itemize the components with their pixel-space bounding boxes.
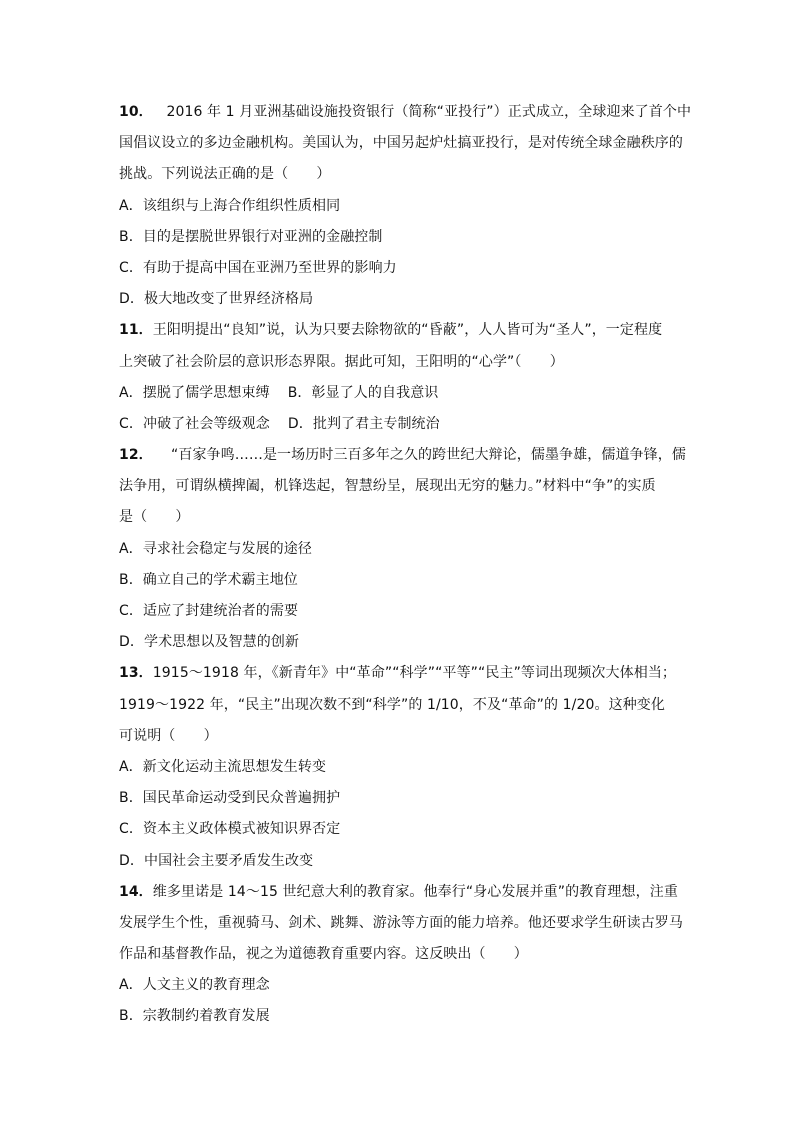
- stem-line: 14．维多里诺是 14～15 世纪意大利的教育家。他奉行“身心发展并重”的教育理想，注重: [119, 883, 678, 900]
- option-d: D．批判了君主专制统治: [287, 415, 440, 432]
- question-list: [119, 97, 692, 1033]
- option-d: D．中国社会主要矛盾发生改变: [119, 852, 314, 869]
- stem-line: 11．王阳明提出“良知”说，认为只要去除物欲的“昏蔽”，人人皆可为“圣人”，一定程度: [119, 322, 663, 339]
- option-b: B．宗教制约着教育发展: [119, 1008, 270, 1025]
- question-14-stem: [119, 877, 683, 971]
- stem-line: 1919～1922 年，“民主”出现次数不到“科学”的 1/10，不及“革命”的 1/20。这种变化: [119, 696, 666, 713]
- question-number: 13．: [119, 665, 153, 682]
- question-number: 14．: [119, 883, 153, 900]
- question-13-stem: [119, 658, 679, 752]
- option-row: [119, 409, 679, 440]
- stem-line: 10． 2016 年 1 月亚洲基础设施投资银行（简称“亚投行”）正式成立，全球迎来了首个中: [119, 104, 692, 120]
- question-number: 11．: [119, 322, 153, 339]
- question-12-stem: [119, 440, 686, 534]
- option-a: A．人文主义的教育理念: [119, 977, 270, 994]
- option-a: A．该组织与上海合作组织性质相同: [119, 197, 341, 214]
- option-d: D．学术思想以及智慧的创新: [119, 634, 300, 651]
- stem-line: 12． “百家争鸣……是一场历时三百多年之久的跨世纪大辩论，儒墨争雄，儒道争锋，儒: [119, 447, 686, 464]
- stem-line: 上突破了社会阶层的意识形态界限。据此可知，王阳明的“心学”（ ）: [119, 353, 564, 370]
- option-c: C．冲破了社会等级观念: [119, 415, 270, 432]
- question-10-stem: [119, 97, 692, 191]
- option-c: C．资本主义政体模式被知识界否定: [119, 821, 341, 838]
- option-c: C．适应了封建统治者的需要: [119, 603, 299, 619]
- stem-line: 可说明（ ）: [119, 727, 218, 744]
- option-a: A．摆脱了儒学思想束缚: [119, 384, 270, 401]
- stem-line: 13．1915～1918 年，《新青年》中“革命”“科学”“平等”“民主”等词出现频次大体相当；: [119, 665, 677, 682]
- option-row: [119, 378, 679, 409]
- stem-line: 是（ ）: [119, 509, 190, 526]
- option-d: D．极大地改变了世界经济格局: [119, 291, 314, 308]
- stem-line: 法争用，可谓纵横捭阖，机锋迭起，智慧纷呈，展现出无穷的魅力。”材料中“争”的实质: [119, 478, 656, 495]
- question-number: 10．: [119, 104, 153, 120]
- question-11-stem: [119, 315, 679, 377]
- option-a: A．新文化运动主流思想发生转变: [119, 758, 327, 775]
- option-b: B．国民革命运动受到民众普遍拥护: [119, 790, 341, 807]
- stem-line: 挑战。下列说法正确的是（ ）: [119, 166, 331, 183]
- option-a: A．寻求社会稳定与发展的途径: [119, 540, 312, 557]
- stem-line: 发展学生个性，重视骑马、剑术、跳舞、游泳等方面的能力培养。他还要求学生研读古罗马: [119, 914, 683, 931]
- option-b: B．彰显了人的自我意识: [287, 384, 439, 401]
- stem-line: 国倡议设立的多边金融机构。美国认为，中国另起炉灶搞亚投行，是对传统全球金融秩序的: [119, 135, 683, 152]
- stem-line: 作品和基督教作品，视之为道德教育重要内容。这反映出（ ）: [119, 946, 528, 963]
- option-c: C．有助于提高中国在亚洲乃至世界的影响力: [119, 259, 397, 276]
- option-b: B．目的是摆脱世界银行对亚洲的金融控制: [119, 228, 383, 245]
- question-number: 12．: [119, 447, 153, 464]
- option-b: B．确立自己的学术霸主地位: [119, 571, 298, 588]
